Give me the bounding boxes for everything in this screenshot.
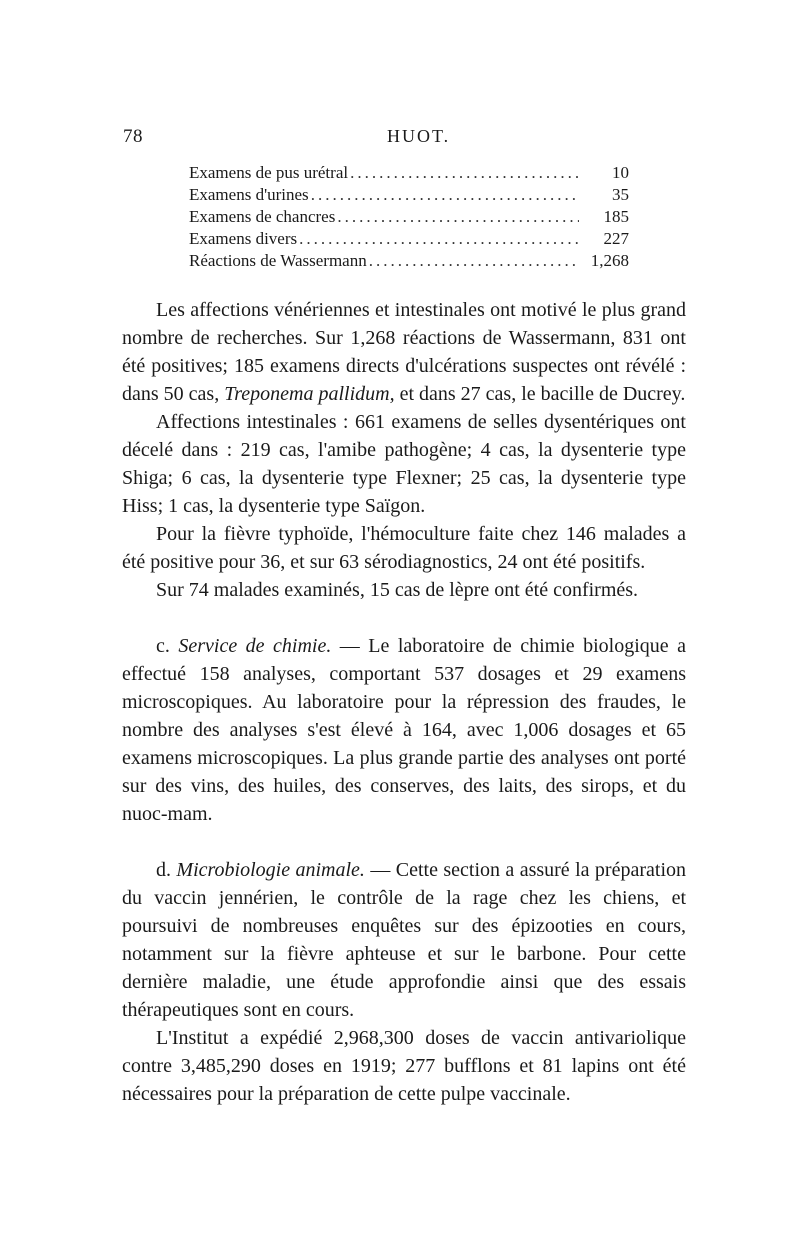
paragraph-text: — Cette section a assuré la préparation du vaccin jennérien, le contrôle de la rage chez les chiens, et poursuivi de nombreuses enquêtes sur des épizooties en cours, notamment sur la fièvre aphteuse et sur le barbone. Pour cette dernière maladie, une étude approfondie ainsi que des essais thérapeutiques sont en cours. [122, 859, 686, 1021]
body-text [122, 296, 686, 1108]
table-row [189, 250, 629, 272]
page-number: 78 [123, 126, 143, 147]
species-name: Treponema pallidum, [224, 383, 395, 405]
paragraph-intestinal: Affections intestinales : 661 examens de selles dysentériques ont décelé dans : 219 cas, l'amibe pathogène; 4 cas, la dysenterie type Shiga; 6 cas, la dysenterie type Flexner; 25 cas, la dysenterie type Hiss; 1 cas, la dysenterie type Saïgon. [122, 411, 686, 517]
section-spacer [122, 604, 686, 632]
paragraph-leprosy: Sur 74 malades examinés, 15 cas de lèpre ont été confirmés. [156, 579, 639, 601]
dot-leader [350, 162, 579, 184]
paragraph-text: et dans 27 cas, le bacille de Ducrey. [399, 383, 686, 405]
section-animal-microbiology [122, 856, 686, 1024]
exam-label: Réactions de Wassermann [189, 251, 367, 270]
exam-count: 185 [603, 207, 629, 226]
table-row [189, 228, 629, 250]
exam-count: 35 [612, 185, 629, 204]
dot-leader [311, 184, 579, 206]
section-heading: Service de chimie. [178, 635, 332, 657]
dot-leader [337, 206, 579, 228]
running-title-author: HUOT. [387, 126, 451, 146]
exam-count: 1,268 [590, 251, 629, 270]
exam-count: 10 [612, 163, 629, 182]
paragraph-text: Les affections vénériennes et intestinales ont motivé le plus grand nombre de recherches. Sur 1,268 réactions de Wassermann, 831 ont été positives; 185 examens directs d'ulcérations suspectes ont révélé : dans 50 cas, [122, 299, 686, 405]
dot-leader [369, 250, 579, 272]
exam-label: Examens de chancres [189, 207, 336, 226]
paragraph-venereal-intestinal [122, 296, 686, 408]
exam-label: Examens de pus urétral [189, 163, 349, 182]
paragraph-typhoid: Pour la fièvre typhoïde, l'hémoculture faite chez 146 malades a été positive pour 36, et sur 63 sérodiagnostics, 24 ont été positifs. [122, 523, 686, 573]
dot-leader [299, 228, 579, 250]
examinations-table [189, 162, 629, 272]
section-letter: c. [156, 635, 170, 657]
paragraph-vaccine-shipments: L'Institut a expédié 2,968,300 doses de vaccin antivariolique contre 3,485,290 doses en 1919; 277 bufflons et 81 lapins ont été nécessaires pour la préparation de cette pulpe vaccinale. [122, 1027, 686, 1105]
exam-label: Examens d'urines [189, 185, 309, 204]
table-row [189, 162, 629, 184]
table-row [189, 184, 629, 206]
exam-count: 227 [603, 229, 629, 248]
running-head [123, 126, 683, 150]
section-spacer [122, 828, 686, 856]
exam-label: Examens divers [189, 229, 298, 248]
paragraph-text: — Le laboratoire de chimie biologique a effectué 158 analyses, comportant 537 dosages et 29 examens microscopiques. Au laboratoire pour la répression des fraudes, le nombre des analyses s'est élevé à 164, avec 1,006 dosages et 65 examens microscopiques. La plus grande partie des analyses ont porté sur des vins, des huiles, des conserves, des laits, des sirops, et du nuoc-mam. [122, 635, 687, 825]
table-row [189, 206, 629, 228]
section-letter: d. [156, 859, 171, 881]
section-heading: Microbiologie animale. [176, 859, 365, 881]
section-chemistry [122, 632, 686, 828]
